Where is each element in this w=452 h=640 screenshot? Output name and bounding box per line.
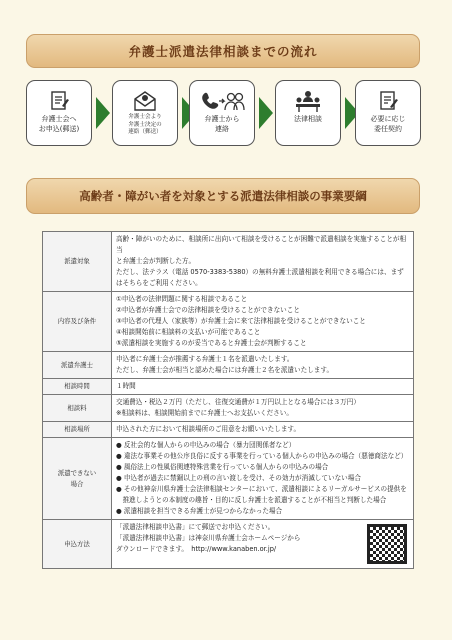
row-value (112, 292, 414, 352)
row-value-line: ⑤派遣相談を実施するのが妥当であると弁護士会が判断すること (116, 339, 307, 347)
row-value-line: ● 違法な事業その他公序良俗に反する事業を行っている個人からの申込みの場合（悪徳商法など） (116, 452, 408, 460)
row-value (112, 352, 414, 379)
application-form-icon (47, 88, 71, 114)
table-row (43, 520, 414, 569)
contract-document-icon (376, 88, 400, 114)
row-value-line: ④相談開始前に相談料の支払いが可能であること (116, 328, 261, 336)
table-row (43, 422, 414, 438)
row-label: 相談場所 (43, 422, 112, 438)
row-value-line: 「派遣法律相談申込書」にて郵送でお申込ください。 (116, 523, 275, 531)
row-label: 派遣弁護士 (43, 352, 112, 379)
row-label: 申込方法 (43, 520, 112, 569)
flow-step-decision-mail (112, 80, 178, 146)
row-value-line: ※相談料は、相談開始前までに弁護士へお支払いください。 (116, 409, 293, 417)
row-value-line: ● 申込者が過去に禁錮以上の刑の言い渡しを受け、その効力が消滅していない場合 (116, 474, 361, 482)
table-row (43, 379, 414, 395)
row-value-line: ● その他神奈川県弁護士会法律相談センターにおいて、派遣相談によるリーガルサービスの提供を (116, 485, 407, 493)
flow-step-label: 弁護士会より 弁護士決定の 連絡（郵送） (128, 114, 162, 135)
row-value-line: 申込された方において相談場所のご用意をお願いいたします。 (116, 425, 301, 433)
row-label: 派遣対象 (43, 232, 112, 292)
row-value (112, 422, 414, 438)
table-row (43, 292, 414, 352)
flow-banner: 弁護士派遣法律相談までの流れ (26, 34, 420, 68)
table-row (43, 232, 414, 292)
phone-call-icon (199, 88, 245, 114)
table-row (43, 438, 414, 520)
row-value-line: と弁護士会が判断した方。 (116, 257, 196, 265)
flow-step-label: 弁護士から 連絡 (204, 115, 240, 133)
row-value (112, 232, 414, 292)
row-value (112, 520, 414, 569)
flow-step-contract (355, 80, 421, 146)
qr-code-icon[interactable] (367, 524, 407, 564)
row-value-line: 交通費込・税込２万円（ただし、往復交通費が１万円以上となる場合には３万円） (116, 398, 360, 406)
row-value (112, 438, 414, 520)
row-value-line: ● 反社会的な個人からの申込みの場合（暴力団関係者など） (116, 441, 296, 449)
row-label: 相談時間 (43, 379, 112, 395)
table-row (43, 395, 414, 422)
row-value-line: 高齢・障がいのために、相談所に出向いて相談を受けることが困難で派遣相談を実施することが相当 (116, 235, 407, 254)
row-label: 内容及び条件 (43, 292, 112, 352)
main-banner: 高齢者・障がい者を対象とする派遣法律相談の事業要綱 (26, 178, 420, 214)
row-value-line: 推進しようとの本制度の趣旨・目的に反し弁護士を派遣することが不相当と判断した場合 (116, 496, 387, 504)
row-value-line: 申込者に弁護士会が推薦する弁護士１名を派遣いたします。 (116, 355, 294, 363)
table-row (43, 352, 414, 379)
flow-arrow (259, 97, 273, 129)
flow-step-label: 必要に応じ 委任契約 (370, 115, 406, 133)
row-value-line: ②申込者が弁護士会での法律相談を受けることができないこと (116, 306, 300, 314)
flow-arrow (96, 97, 110, 129)
row-value-line: ただし、弁護士会が相当と認めた場合には弁護士２名を派遣いたします。 (116, 366, 334, 374)
row-value-line: ● 風俗法上の性風俗関連特殊営業を行っている個人からの申込みの場合 (116, 463, 329, 471)
row-value-line: ③申込者の代理人（家族等）が弁護士会に来て法律相談を受けることができないこと (116, 317, 366, 325)
row-value-line: ①申込者の法律問題に関する相談であること (116, 295, 248, 303)
flow-step-label: 弁護士会へ お申込(郵送) (38, 115, 80, 133)
row-value-line: ● 派遣相談を担当できる弁護士が見つからなかった場合 (116, 507, 283, 515)
mail-envelope-icon (132, 88, 158, 114)
row-label: 派遣できない 場合 (43, 438, 112, 520)
row-value-line: １時間 (116, 382, 136, 390)
consultation-meeting-icon (294, 88, 322, 114)
flow-step-consultation (275, 80, 341, 146)
flow-step-label: 法律相談 (294, 115, 322, 123)
requirements-table (42, 231, 414, 569)
row-value (112, 395, 414, 422)
flow-diagram (26, 80, 421, 146)
row-value (112, 379, 414, 395)
row-value-line: ダウンロードできます。 http://www.kanaben.or.jp/ (116, 545, 277, 553)
row-value-line: 「派遣法律相談申込書」は神奈川県弁護士会ホームページから (116, 534, 301, 542)
row-value-line: ただし、法テラス（電話 0570-3383-5380）の無料弁護士派遣相談を利用できる場合には、まずはそちらをご利用ください。 (116, 268, 404, 287)
row-label: 相談料 (43, 395, 112, 422)
flow-step-lawyer-contact (189, 80, 255, 146)
flow-step-application (26, 80, 92, 146)
